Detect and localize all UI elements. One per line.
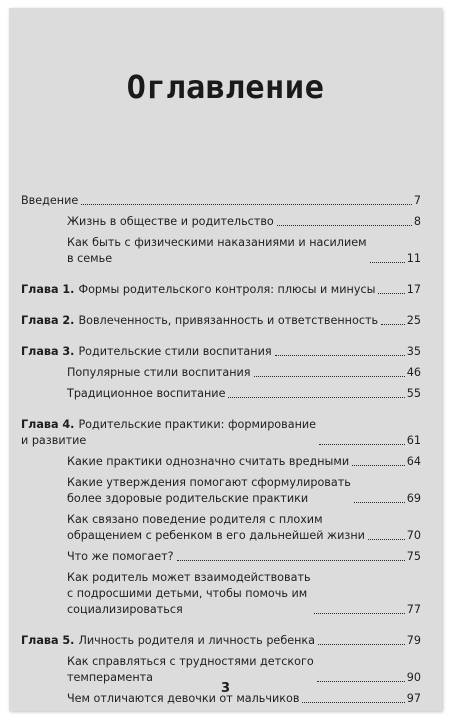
- table-of-contents: [21, 193, 421, 707]
- toc-entry: [21, 214, 421, 230]
- toc-entry: [21, 475, 421, 507]
- toc-entry-page: 55: [406, 387, 421, 400]
- book-page: [9, 8, 442, 711]
- chapter-number: Глава 4.: [21, 418, 75, 431]
- toc-entry-label: Вовлеченность, привязанность и ответственность: [78, 314, 379, 327]
- toc-entry-label: Что же помогает?: [67, 550, 174, 563]
- chapter-number: Глава 1.: [21, 283, 75, 296]
- page-title: Оглавление: [126, 68, 325, 106]
- chapter-number: Глава 2.: [21, 314, 75, 327]
- dot-leader: [318, 644, 405, 645]
- toc-entry: [21, 235, 421, 267]
- toc-entry-page: 79: [406, 634, 421, 647]
- dot-leader: [381, 324, 405, 325]
- toc-entry-page: 69: [406, 492, 421, 505]
- toc-chapter-4: [21, 417, 421, 449]
- dot-leader: [228, 397, 404, 398]
- dot-leader: [352, 465, 405, 466]
- toc-entry: [21, 454, 421, 470]
- toc-entry-page: 8: [413, 215, 421, 228]
- toc-entry-page: 7: [413, 194, 421, 207]
- toc-chapter-5: [21, 633, 421, 649]
- toc-entry-label: Как связано поведение родителя с плохим обращением с ребенком в его дальнейшей жизни: [67, 513, 365, 542]
- toc-entry-introduction: [21, 193, 421, 209]
- page-number: 3: [220, 681, 231, 696]
- dot-leader: [302, 702, 404, 703]
- toc-entry-page: 75: [406, 550, 421, 563]
- toc-entry-page: 90: [406, 671, 421, 684]
- toc-chapter-1: [21, 282, 421, 298]
- dot-leader: [81, 204, 412, 205]
- dot-leader: [378, 293, 404, 294]
- toc-entry-label: Какие практики однозначно считать вредными: [67, 455, 350, 468]
- toc-entry-page: 70: [406, 529, 421, 542]
- toc-entry-label: Чем отличаются девочки от мальчиков: [67, 692, 300, 705]
- toc-entry-page: 11: [406, 252, 421, 265]
- toc-entry-page: 77: [406, 603, 421, 616]
- toc-entry: [21, 512, 421, 544]
- dot-leader: [314, 613, 405, 614]
- toc-entry-label: Как родитель может взаимодействовать с подросшими детьми, чтобы помочь им социализироваться: [67, 571, 311, 616]
- toc-entry: [21, 386, 421, 402]
- toc-entry-label: Жизнь в обществе и родительство: [67, 215, 274, 228]
- toc-entry: [21, 365, 421, 381]
- toc-entry-label: Родительские стили воспитания: [78, 345, 272, 358]
- dot-leader: [275, 355, 405, 356]
- dot-leader: [319, 444, 405, 445]
- toc-chapter-3: [21, 344, 421, 360]
- dot-leader: [354, 502, 405, 503]
- toc-entry-label: Популярные стили воспитания: [67, 366, 251, 379]
- toc-entry-page: 17: [406, 283, 421, 296]
- dot-leader: [277, 225, 412, 226]
- toc-entry-label: Какие утверждения помогают сформулировать более здоровые родительские практики: [67, 476, 351, 505]
- toc-entry-label: Как справляться с трудностями детского темперамента: [67, 655, 314, 684]
- toc-entry-page: 64: [406, 455, 421, 468]
- dot-leader: [370, 262, 405, 263]
- toc-entry-label: Родительские практики: формирование и развитие: [21, 418, 317, 447]
- dot-leader: [254, 376, 405, 377]
- chapter-number: Глава 5.: [21, 634, 75, 647]
- toc-chapter-2: [21, 313, 421, 329]
- dot-leader: [368, 539, 405, 540]
- toc-entry-page: 97: [406, 692, 421, 705]
- toc-entry-label: Формы родительского контроля: плюсы и минусы: [78, 283, 376, 296]
- dot-leader: [177, 560, 405, 561]
- toc-entry-label: Как быть с физическими наказаниями и насилием в семье: [67, 236, 367, 265]
- toc-entry-label: Личность родителя и личность ребенка: [78, 634, 316, 647]
- toc-entry-page: 61: [406, 434, 421, 447]
- chapter-number: Глава 3.: [21, 345, 75, 358]
- toc-entry-label: Традиционное воспитание: [67, 387, 226, 400]
- toc-entry-page: 25: [406, 314, 421, 327]
- toc-entry: [21, 570, 421, 618]
- toc-entry-label: Введение: [21, 194, 79, 207]
- toc-entry-page: 35: [406, 345, 421, 358]
- toc-entry-page: 46: [406, 366, 421, 379]
- toc-entry: [21, 549, 421, 565]
